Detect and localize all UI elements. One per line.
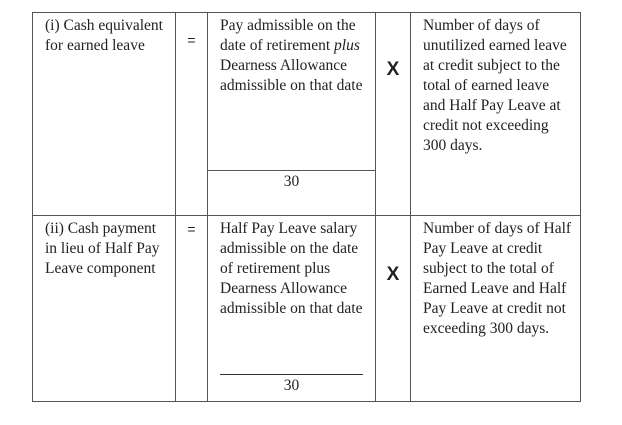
row-label: (ii) Cash payment in lieu of Half Pay Leave component <box>45 220 160 277</box>
table-row <box>33 216 581 402</box>
numerator-italic-text: plus <box>334 37 360 54</box>
numerator-text: Pay admissible on the date of retirement <box>220 17 356 54</box>
encashment-formula-table <box>32 12 581 402</box>
equals-sign: = <box>187 221 196 237</box>
row-label: (i) Cash equivalent for earned leave <box>45 17 163 54</box>
numerator-text-continued: Dearness Allowance admissible on that date <box>220 57 363 94</box>
pay-denominator: 30 <box>283 173 300 190</box>
numerator-text: Half Pay Leave salary admissible on the date of retirement plus Dearness Allowance admissible on that date <box>220 220 363 317</box>
equals-cell <box>176 13 208 216</box>
multiply-cell <box>376 13 411 216</box>
equals-cell <box>176 216 208 402</box>
multiply-sign: X <box>386 264 400 285</box>
days-cell <box>411 216 581 402</box>
pay-denominator: 30 <box>283 377 300 394</box>
row-label-cell <box>33 216 176 402</box>
row-label-cell <box>33 13 176 216</box>
pay-numerator <box>208 13 375 170</box>
multiply-sign: X <box>386 59 400 80</box>
days-cell <box>411 13 581 216</box>
multiply-cell <box>376 216 411 402</box>
days-text: Number of days of Half Pay Leave at credit subject to the total of Earned Leave and Half Pay Leave at credit not exceeding 300 days. <box>423 220 572 337</box>
equals-sign: = <box>187 32 196 48</box>
days-text: Number of days of unutilized earned leave at credit subject to the total of earned leave and Half Pay Leave at credit not exceeding 300 days. <box>423 17 567 154</box>
pay-fraction-cell <box>208 13 376 216</box>
pay-fraction-cell <box>208 216 376 402</box>
table-row <box>33 13 581 216</box>
pay-numerator <box>208 216 375 374</box>
